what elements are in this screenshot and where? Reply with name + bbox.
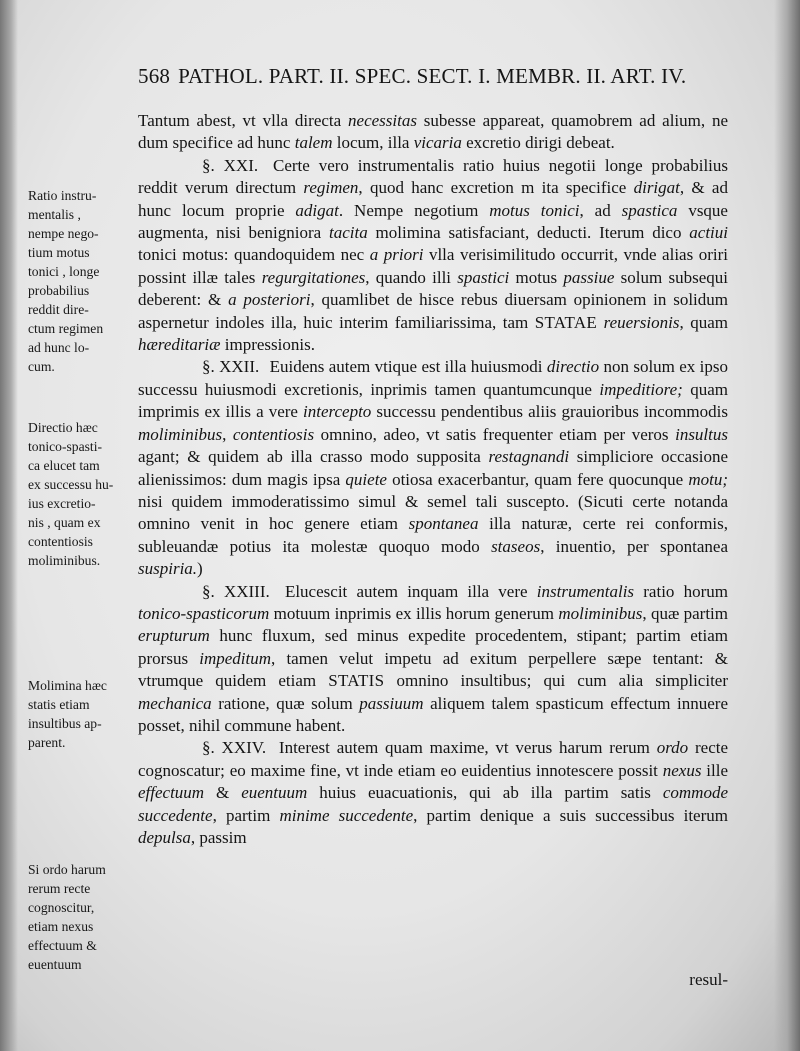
running-title: PATHOL. PART. II. SPEC. SECT. I. MEMBR. II. ART. IV. <box>178 64 687 88</box>
section-number: §. XXI. <box>202 155 259 175</box>
catchword: resul- <box>689 970 728 989</box>
paragraph-xxii: §. XXII. Euidens autem vtique est illa huiusmodi directio non solum ex ipso successu huiusmodi excretionis, inprimis tamen quantumcunque impeditiore; quam imprimis ex illis a vere intercepto successu pendentibus aliis grauioribus incommodis moliminibus, contentiosis omnino, adeo, vt satis frequenter etiam per veros insultus agant; & quidem ab illa crasso modo supposita restagnandi simpliciore occasione alienissimos: dum magis ipsa quiete otiosa exacerbantur, quam fere quocunque motu; nisi quidem immoderatissimo simul & semel tali suscepto. (Sicuti certe notanda omnino venit in hoc genere etiam spontanea illa naturæ, certe rei conformis, subleuandæ potius ita molestæ quoquo modo staseos, inuentio, per spontanea suspiria.) <box>138 357 729 579</box>
section-number: §. XXIV. <box>202 738 267 758</box>
paragraph-intro: Tantum abest, vt vlla directa necessitas subesse appareat, quamobrem ad alium, ne dum specifice ad hunc talem locum, illa vicaria excretio dirigi debeat. <box>138 111 729 153</box>
body-text <box>138 110 728 849</box>
section-number: §. XXII. <box>202 357 260 377</box>
running-header <box>138 64 738 89</box>
margin-note-molimina: Molimina hæc statis etiam insultibus ap- parent. <box>28 678 107 750</box>
margin-note-ordo: Si ordo harum rerum recte cognoscitur, etiam nexus effectuum & euentuum <box>28 862 106 972</box>
margin-note-ratio: Ratio instru- mentalis , nempe nego- tium motus tonici , longe probabilius reddit dire- ctum regimen ad hunc lo- cum. <box>28 188 104 374</box>
paragraph-xxiii: §. XXIII. Elucescit autem inquam illa vere instrumentalis ratio horum tonico-spasticorum motuum inprimis ex illis horum generum moliminibus, quæ partim erupturum hunc fluxum, sed minus expedite procedentem, stipant; partim etiam prorsus impeditum, tamen velut impetu ad exitum perpellere sæpe tentant: & vtrumque quidem etiam STATIS omnino insultibus; qui cum alia simpliciter mechanica ratione, quæ solum passiuum aliquem talem spasticum effectum innuere posset, nihil commune habent. <box>138 581 728 735</box>
section-number: §. XXIII. <box>202 581 270 601</box>
paragraph-xxiv: §. XXIV. Interest autem quam maxime, vt verus harum rerum ordo recte cognoscatur; eo maxime fine, vt inde etiam eo euidentius innotescere possit nexus ille effectuum & euentuum huius euacuationis, qui ab illa partim satis commode succedente, partim minime succedente, partim denique a suis successibus iterum depulsa, passim <box>138 738 729 847</box>
page-number: 568 <box>138 64 171 88</box>
paragraph-xxi: §. XXI. Certe vero instrumentalis ratio huius negotii longe probabilius reddit verum directum regimen, quod hanc excretion m ita specifice dirigat, & ad hunc locum proprie adigat. Nempe negotium motus tonici, ad spastica vsque augmenta, nisi benigniora tacita molimina satisfaciant, deducti. Iterum dico actiui tonici motus: quandoquidem nec a priori vlla verisimilitudo occurrit, vnde alias oriri possint illæ tales regurgitationes, quando illi spastici motus passiue solum subsequi deberent: & a posteriori, quamlibet de hisce rebus diuersam opinionem in solidum aspernetur indoles illa, huic interim familiarissima, tam STATAE reuersionis, quam hæreditariæ impressionis. <box>138 155 729 355</box>
margin-note-directio: Directio hæc tonico-spasti- ca elucet tam ex successu hu- ius excretio- nis , quam ex contentiosis moliminibus. <box>28 420 114 568</box>
